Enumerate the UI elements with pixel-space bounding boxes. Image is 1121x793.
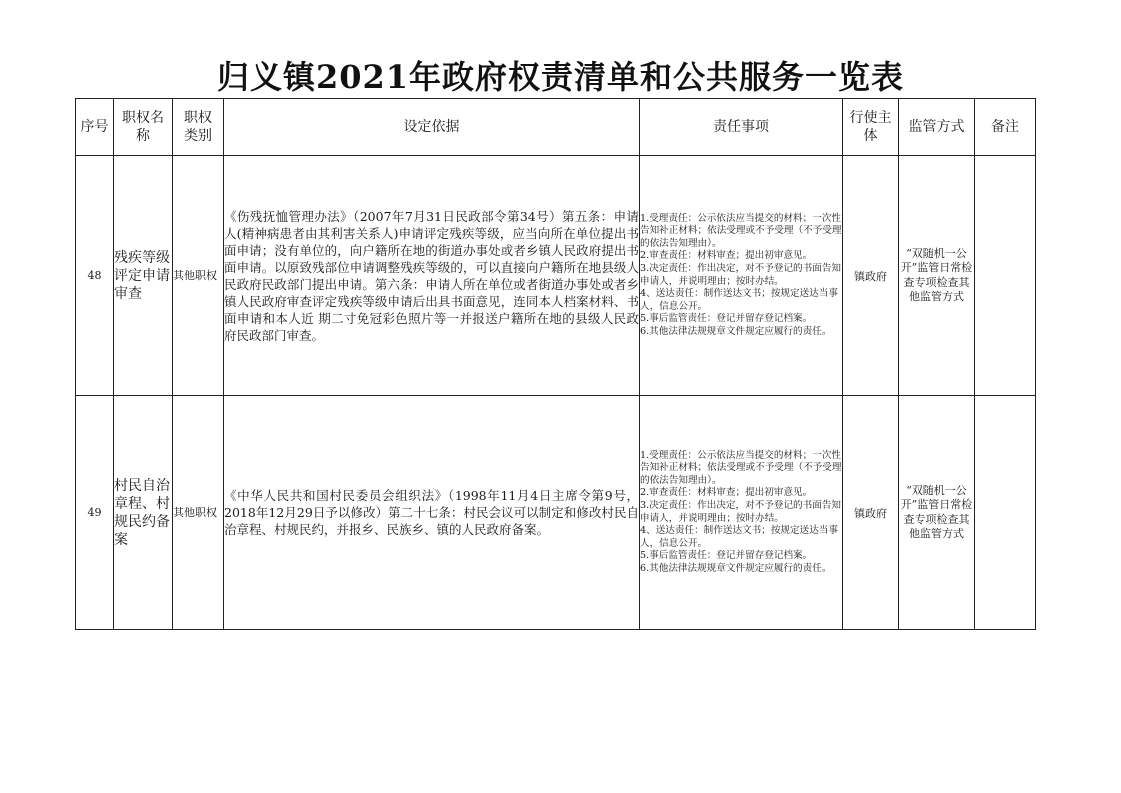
responsibility-item: 1.受理责任：公示依法应当提交的材料；一次性告知补正材料；依法受理或不予受理（不予受理的依法告知理由）。: [640, 212, 842, 249]
row-remarks: [975, 396, 1036, 630]
row-basis: 《中华人民共和国村民委员会组织法》（1998年11月4日主席令第9号，2018年12月29日予以修改）第二十七条：村民会议可以制定和修改村民自治章程、村规民约，并报乡、民族乡、镇的人民政府备案。: [224, 396, 640, 630]
header-category: 职权类别: [173, 99, 224, 156]
page-title: 归义镇2021年政府权责清单和公共服务一览表: [216, 58, 905, 96]
header-name: 职权名称: [114, 99, 173, 156]
header-no: 序号: [76, 99, 114, 156]
row-agency: 镇政府: [843, 156, 899, 396]
row-remarks: [975, 156, 1036, 396]
row-responsibility: [640, 156, 843, 396]
row-supervision: “双随机一公开”监管日常检查专项检查其他监管方式: [899, 396, 975, 630]
table-row: [76, 396, 1036, 630]
row-no: 49: [76, 396, 114, 630]
responsibility-item: 5.事后监管责任：登记并留存登记档案。: [640, 550, 813, 562]
responsibility-item: 2.审查责任：材料审查；提出初审意见。: [640, 250, 813, 262]
responsibility-item: 4、送达责任：制作送达文书；按规定送达当事人，信息公开。: [640, 525, 838, 549]
row-supervision: “双随机一公开”监管日常检查专项检查其他监管方式: [899, 156, 975, 396]
header-remarks: 备注: [975, 99, 1036, 156]
row-agency: 镇政府: [843, 396, 899, 630]
responsibility-item: 1.受理责任：公示依法应当提交的材料；一次性告知补正材料；依法受理或不予受理（不予受理的依法告知理由）。: [640, 449, 842, 486]
header-agency: 行使主体: [843, 99, 899, 156]
row-name: 残疾等级评定申请审查: [114, 156, 173, 396]
responsibility-item: 6.其他法律法规规章文件规定应履行的责任。: [640, 562, 832, 574]
row-basis: 《伤残抚恤管理办法》（2007年7月31日民政部令第34号）第五条：申请人(精神病患者由其利害关系人)申请评定残疾等级，应当向所在单位提出书面申请；没有单位的，向户籍所在地的街道办事处或者乡镇人民政府提出书面申请。以原致残部位申请调整残疾等级的，可以直接向户籍所在地县级人民政府民政部门提出申请。第六条：申请人所在单位或者街道办事处或者乡镇人民政府审查评定残疾等级申请后出具书面意见，连同本人档案材料、书面申请和本人近 期二寸免冠彩色照片等一并报送户籍所在地的县级人民政府民政部门审查。: [224, 156, 640, 396]
responsibility-item: 3.决定责任：作出决定，对不予登记的书面告知申请人，并说明理由；按时办结。: [640, 262, 842, 287]
responsibility-item: 5.事后监管责任：登记并留存登记档案。: [640, 313, 813, 325]
header-basis: 设定依据: [224, 99, 640, 156]
row-responsibility: [640, 396, 843, 630]
table-header-row: [76, 99, 1036, 156]
header-responsibility: 责任事项: [640, 99, 843, 156]
responsibility-item: 4、送达责任：制作送达文书；按规定送达当事人，信息公开。: [640, 288, 838, 312]
responsibility-item: 6.其他法律法规规章文件规定应履行的责任。: [640, 325, 832, 337]
row-category: 其他职权: [173, 396, 224, 630]
rights-responsibility-table: [75, 98, 1036, 630]
responsibility-item: 3.决定责任：作出决定，对不予登记的书面告知申请人，并说明理由；按时办结。: [640, 499, 842, 524]
row-name: 村民自治章程、村规民约备案: [114, 396, 173, 630]
row-category: 其他职权: [173, 156, 224, 396]
responsibility-item: 2.审查责任：材料审查；提出初审意见。: [640, 487, 813, 499]
header-supervision: 监管方式: [899, 99, 975, 156]
row-no: 48: [76, 156, 114, 396]
table-row: [76, 156, 1036, 396]
